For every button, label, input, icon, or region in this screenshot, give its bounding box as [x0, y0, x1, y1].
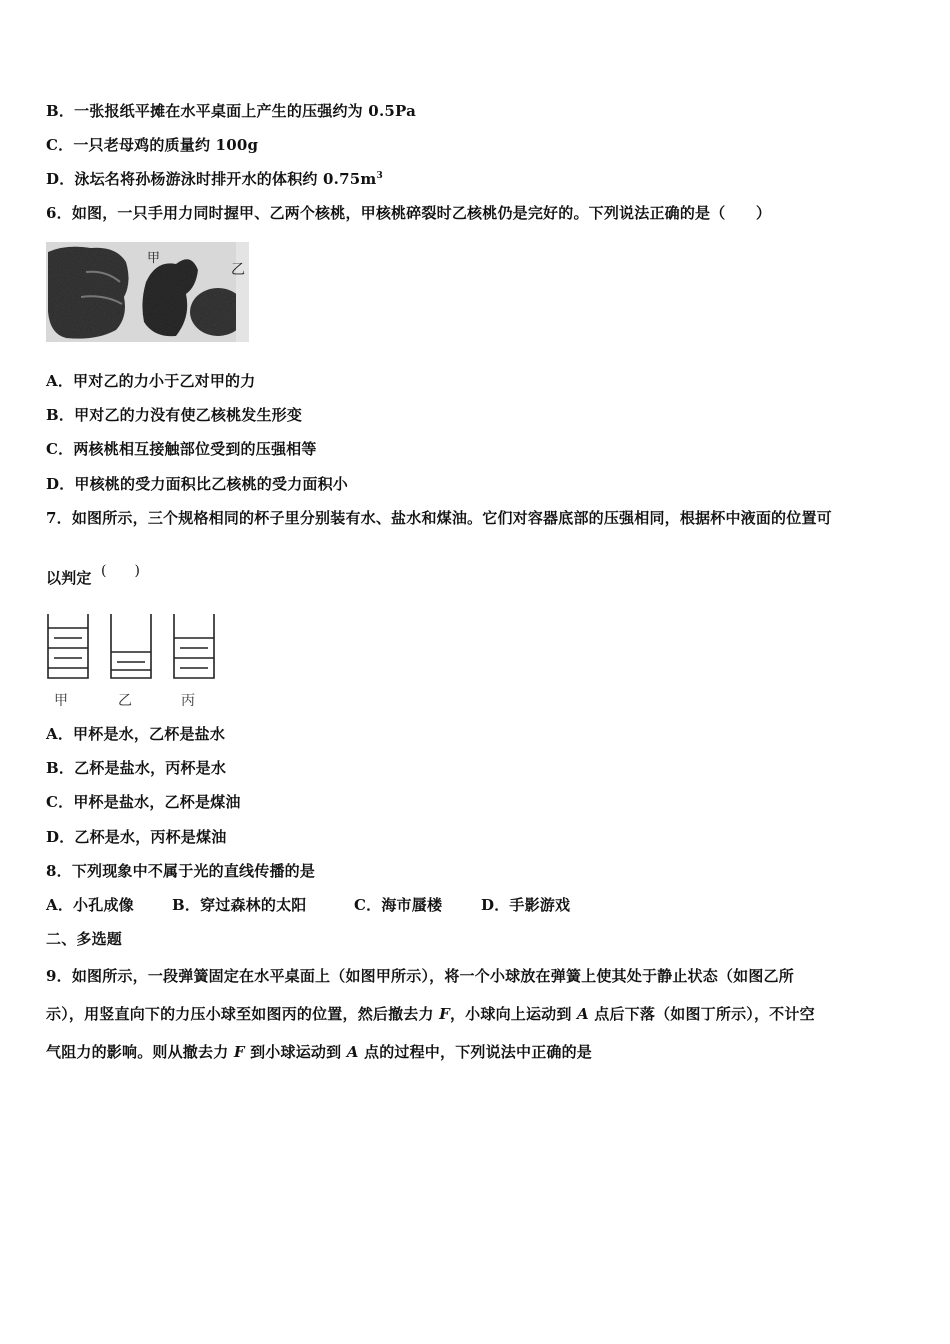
q9-line2-a: 示），用竖直向下的力压小球至如图丙的位置，然后撤去力: [46, 1005, 440, 1023]
q7-stem-line1: 7．如图所示，三个规格相同的杯子里分别装有水、盐水和煤油。它们对容器底部的压强相同，根据杯中液面的位置可: [46, 509, 832, 527]
superscript-3: 3: [376, 171, 383, 181]
q9-line1: 9．如图所示，一段弹簧固定在水平桌面上（如图甲所示），将一个小球放在弹簧上使其处于静止状态（如图乙所: [46, 967, 794, 985]
q9-line2-c: 点后下落（如图丁所示），不计空: [588, 1005, 815, 1023]
q7-option-b: B．乙杯是盐水，丙杯是水: [46, 759, 227, 777]
option-b-prev: B．一张报纸平摊在水平桌面上产生的压强约为 0.5Pa: [46, 102, 416, 120]
q6-option-a: A．甲对乙的力小于乙对甲的力: [46, 372, 256, 390]
option-d-prev: [46, 169, 383, 189]
q9-line3-b: 到小球运动到: [244, 1043, 347, 1061]
q8-option-c: C．海市蜃楼: [354, 896, 443, 914]
cup-label-bing: 丙: [181, 693, 195, 709]
q8-option-b: B．穿过森林的太阳: [172, 896, 307, 914]
q8-stem: 8．下列现象中不属于光的直线传播的是: [46, 862, 316, 880]
q7-answer-paren: ( ): [101, 563, 140, 579]
three-cups-figure: [46, 612, 221, 682]
option-d-prev-text: D．泳坛名将孙杨游泳时排开水的体积约 0.75m: [46, 170, 377, 188]
q7-stem-line2: 以判定: [46, 569, 92, 587]
var-a: A: [577, 1005, 589, 1023]
var-f: F: [439, 1005, 450, 1023]
walnut-hand-figure: [46, 242, 249, 342]
q9-line3-c: 点的过程中，下列说法中正确的是: [358, 1043, 593, 1061]
q6-stem: 6．如图，一只手用力同时握甲、乙两个核桃，甲核桃碎裂时乙核桃仍是完好的。下列说法正确的是（ ）: [46, 204, 772, 222]
option-c-prev: C．一只老母鸡的质量约 100g: [46, 136, 259, 154]
q7-option-c: C．甲杯是盐水，乙杯是煤油: [46, 793, 241, 811]
cup-label-yi: 乙: [118, 693, 132, 709]
section-heading-multi-choice: 二、多选题: [46, 930, 123, 948]
figure-label-jia: 甲: [147, 251, 161, 266]
q9-line2: [46, 1004, 815, 1024]
cup-label-jia: 甲: [54, 693, 68, 709]
var-f-2: F: [233, 1043, 245, 1061]
q8-option-a: A．小孔成像: [46, 896, 134, 914]
q9-line3-a: 气阻力的影响。则从撤去力: [46, 1043, 234, 1061]
q9-line2-b: ，小球向上运动到: [449, 1005, 578, 1023]
q6-option-c: C．两核桃相互接触部位受到的压强相等: [46, 440, 317, 458]
q7-option-d: D．乙杯是水，丙杯是煤油: [46, 828, 227, 846]
cup-yi: [111, 614, 151, 678]
q6-option-b: B．甲对乙的力没有使乙核桃发生形变: [46, 406, 303, 424]
figure-label-yi: 乙: [231, 262, 245, 278]
q8-options-row: [46, 895, 570, 915]
fist-shape: [48, 247, 129, 339]
q7-option-a: A．甲杯是水，乙杯是盐水: [46, 725, 226, 743]
q8-option-d: D．手影游戏: [481, 896, 571, 914]
q6-option-d: D．甲核桃的受力面积比乙核桃的受力面积小: [46, 475, 349, 493]
var-a-2: A: [346, 1043, 359, 1061]
q9-line3: [46, 1042, 592, 1062]
